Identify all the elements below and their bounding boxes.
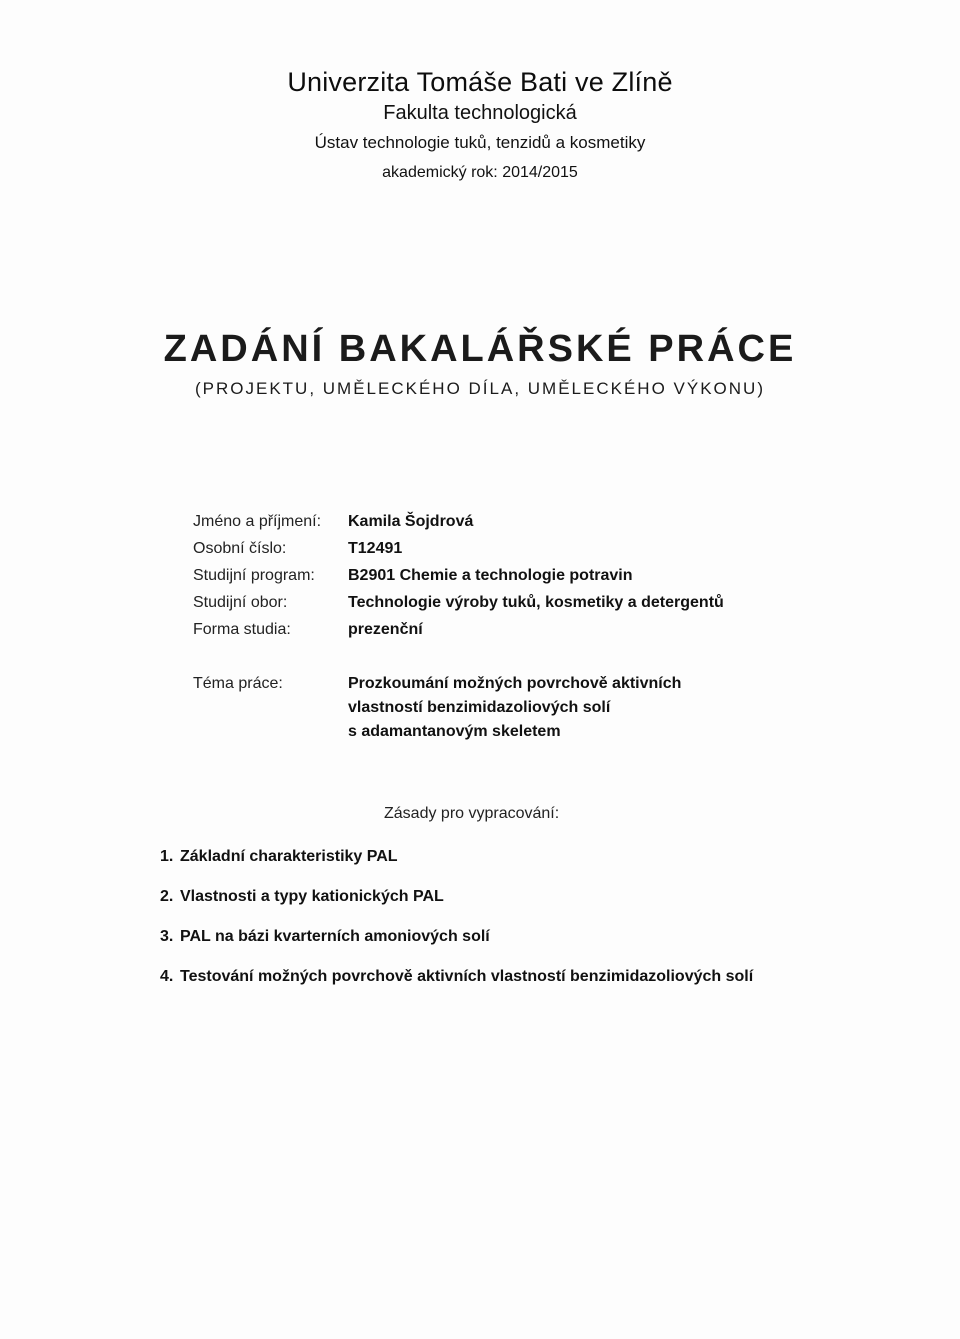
topic-text [348,672,681,744]
academic-year: akademický rok: 2014/2015 [382,164,578,181]
list-item [160,885,753,925]
info-label: Studijní obor: [193,593,288,611]
topic-line: s adamantanovým skeletem [348,723,561,740]
info-row-study-form [193,616,813,643]
info-value: Technologie výroby tuků, kosmetiky a detergentů [348,593,724,611]
info-label: Studijní program: [193,566,315,584]
list-item-number: 3. [160,928,174,945]
title-block [0,326,960,402]
guidelines-list [160,845,753,1005]
faculty-name: Fakulta technologická [383,102,577,124]
university-name: Univerzita Tomáše Bati ve Zlíně [287,67,673,97]
info-value: T12491 [348,539,403,557]
thesis-topic [193,672,813,744]
list-item-text: PAL na bázi kvarterních amoniových solí [180,928,490,945]
list-item [160,845,753,885]
info-value: B2901 Chemie a technologie potravin [348,566,633,584]
topic-label: Téma práce: [193,675,283,692]
list-item-text: Testování možných povrchově aktivních vlastností benzimidazoliových solí [180,968,754,985]
list-item-text: Základní charakteristiky PAL [180,848,398,865]
institute-name: Ústav technologie tuků, tenzidů a kosmetiky [314,133,646,152]
list-item-number: 4. [160,968,174,985]
topic-line: Prozkoumání možných povrchově aktivních [348,675,682,692]
info-label: Osobní číslo: [193,539,287,557]
student-info [193,508,813,643]
list-item-number: 1. [160,848,174,865]
page-title: ZADÁNÍ BAKALÁŘSKÉ PRÁCE [163,328,797,370]
info-value: Kamila Šojdrová [348,512,474,530]
info-row-study-field [193,589,813,616]
info-label: Jméno a příjmení: [193,512,322,530]
info-row-personal-number [193,535,813,562]
list-item [160,925,753,965]
document-header [0,66,960,188]
info-row-study-program [193,562,813,589]
topic-line: vlastností benzimidazoliových solí [348,699,611,716]
info-row-name [193,508,813,535]
info-value: prezenční [348,620,423,638]
info-label: Forma studia: [193,620,291,638]
list-item-number: 2. [160,888,174,905]
list-item [160,965,753,1005]
page-subtitle: (PROJEKTU, UMĚLECKÉHO DÍLA, UMĚLECKÉHO VÝKONU) [195,379,765,398]
list-item-text: Vlastnosti a typy kationických PAL [180,888,444,905]
guidelines-title: Zásady pro vypracování: [384,805,560,822]
